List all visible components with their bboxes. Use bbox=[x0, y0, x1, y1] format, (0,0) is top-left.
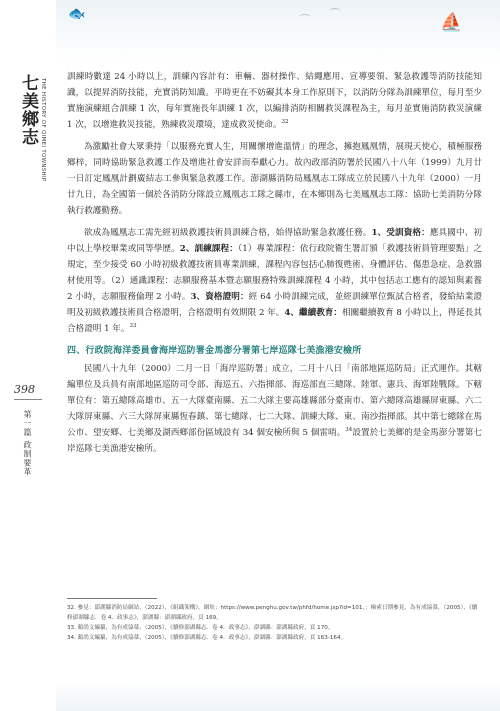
list-label: 3、資格證明： bbox=[190, 292, 249, 302]
list-label: 2、訓練課程： bbox=[179, 244, 238, 254]
paragraph-text: 民國八十九年（2000）二月一日「海岸巡防署」成立，二月十八日「南部地區巡防局」正式運作。其轄編單位及兵員有南部地區巡防司令部、海巡五、六指揮部、海巡部直三總隊、陸軍、憲兵、海軍陸戰隊。下轄單位有：第五總隊高雄市、五一大隊臺南縣、五二大隊主要高雄縣部分臺南市、第六總隊高雄縣屏東縣、六二大隊屏東縣、六三大隊屏東縣恆春鎮、第七總隊、七二大隊、訓練大隊、東、南沙指揮部。其中第七總隊在馬公市、望安鄉、七美鄉及湖西鄉部份區域設有 34 個安檢所與 5 個雷哨。 bbox=[67, 364, 482, 438]
footnotes bbox=[67, 598, 482, 643]
paragraph-training bbox=[67, 69, 482, 133]
fish-decoration-icon: 🐟 bbox=[68, 6, 86, 22]
seagull-decoration-icon: ⁀ bbox=[330, 8, 340, 22]
paragraph-text: 應具國中、初中以上學校畢業或同等學歷。 bbox=[67, 228, 482, 254]
footnote-ref: 32 bbox=[281, 119, 289, 126]
footnote-ref: 34 bbox=[345, 427, 353, 434]
footnote-34: 34. 顏尚文編纂，為有成協慕，（2005），《續修澎湖縣志．卷 4．政事志》，澎湖縣：澎湖縣政府，頁 163-164。 bbox=[67, 635, 347, 641]
seagull-decoration-icon: ⁀ bbox=[300, 14, 310, 28]
paragraph-text: 相關繼續教育 8 小時以上，得延長其合格證明 1 年。 bbox=[67, 308, 482, 334]
paragraph-text: （1）專業課程：依行政院衛生署訂頒「救護技術員管理要點」之規定，至少接受 60 小時初級救護技術員專業訓練，課程內容包括心肺復甦術、身體評估、傷患急症、急救器材使用等。（2）通識課程：志願服務基本暨志願服務特殊訓練課程 4 小時，其中包括志工應有的認知與素養 2 小時，志願服務倫理 2 小時。 bbox=[67, 244, 483, 302]
boat-decoration-icon: ⛵ bbox=[440, 12, 463, 33]
page-number-divider bbox=[14, 399, 42, 400]
footnote-divider bbox=[67, 598, 157, 599]
paragraph-volunteer-requirements bbox=[67, 225, 482, 337]
footnote-ref: 33 bbox=[129, 323, 137, 330]
book-subtitle: THE HISTORY OF QIMEI TOWNSHIP bbox=[40, 78, 46, 182]
list-label: 1、受訓資格： bbox=[371, 228, 430, 238]
list-label: 4、繼續教育： bbox=[284, 308, 343, 318]
paragraph-phoenix-volunteers: 為激勵社會大眾秉持「以服務充實人生，用關懷增進溫情」的理念，擁抱鳳凰情，展現天使心，積極服務鄉梓，同時協助緊急救護工作及增進社會安詳而奉獻心力。故內政部消防署於民國八十八年（1999）九月廿一日訂定鳳凰計劃廣結志工參與緊急救護工作。澎湖縣消防局鳳凰志工隊成立於民國八十九年（2000）一月廿九日，為全國第一個於各消防分隊設立鳳凰志工隊之縣市，在本鄉則為七美鳳凰志工隊：協助七美消防分隊執行救護勤務。 bbox=[67, 142, 482, 216]
paragraph-text: 經 64 小時訓練完成，並經訓練單位甄試合格者，發給結業證明及初級救護技術員合格證明，合格證明有效期限 2 年。 bbox=[67, 292, 483, 318]
footer-decoration bbox=[56, 680, 500, 711]
page-number: 398 bbox=[14, 383, 35, 396]
chapter-label: 第一篇 政制要革 bbox=[23, 410, 32, 477]
footnote-32: 32. 參見：澎湖縣消防局網站，（2022），《組織架構》，網址：https://www.penghu.gov.tw/phfd/home.jsp?id=101，：檢索日期參見，為有成協慕，（2005），《續修澎湖縣志．卷 4．政事志》，澎湖縣：澎湖縣政府，頁 169。 bbox=[67, 605, 478, 621]
paragraph-coast-guard bbox=[67, 361, 482, 457]
paragraph-text: 訓練時數達 24 小時以上，訓練內容計有：車輛、器材操作、結繩應用、宣導要領、緊急救護等消防技能知識，以提昇消防技能，充實消防知識。平時更在不妨礙其本身工作原則下，以消防分隊為訓練單位，每月至少實施演練組合訓練 1 次，每年實施長年訓練 1 次，以編排消防相關救災課程為主，每月並實施消防救災演練 1 次，以增進救災技能，熟練救災環境，達成救災使命。 bbox=[67, 72, 482, 130]
paragraph-text: 設置於七美鄉的是金馬澎分署第七岸巡隊七美漁港安檢所。 bbox=[67, 428, 482, 454]
paragraph-text: 欲成為鳳凰志工需先經初級救護技術員訓練合格，始得協助緊急救護任務。 bbox=[84, 228, 372, 238]
book-title: 七美鄉志 bbox=[18, 74, 38, 146]
page-sidebar bbox=[0, 0, 56, 711]
main-content bbox=[67, 69, 482, 457]
section-heading: 四、行政院海洋委員會海岸巡防署金馬澎分署第七岸巡隊七美漁港安檢所 bbox=[67, 346, 362, 356]
header-decoration bbox=[56, 0, 500, 60]
footnote-33: 33. 顏尚文編纂，為有成協慕，（2005），《續修澎湖縣志．卷 4．政事志》，澎湖縣：澎湖縣政府，頁 170。 bbox=[67, 625, 334, 631]
